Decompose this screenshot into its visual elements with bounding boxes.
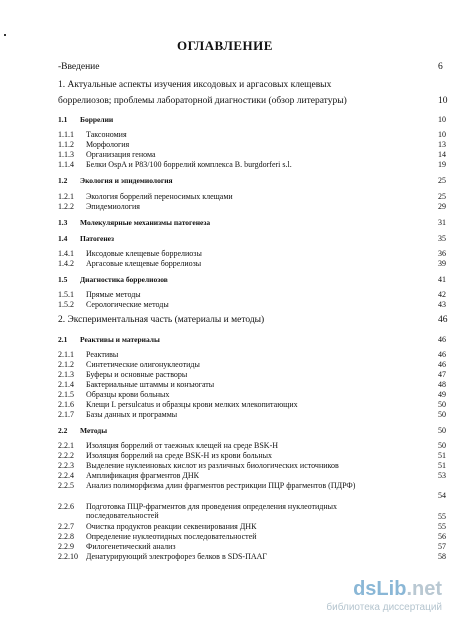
toc-entry-text: Прямые методы xyxy=(86,290,141,299)
toc-entry-text: Изоляция боррелий от таежных клещей на среде BSK-H xyxy=(86,441,279,450)
toc-entry-number: 2.1.3 xyxy=(58,370,74,379)
toc-entry-number: 1.1.1 xyxy=(58,130,74,139)
toc-entry-text: Патогенез xyxy=(80,234,115,243)
page-title: ОГЛАВЛЕНИЕ xyxy=(177,38,273,53)
toc-entry-page: 50 xyxy=(438,441,446,450)
toc-entry-number: 2.2.2 xyxy=(58,451,74,460)
dslib-watermark-logo xyxy=(326,578,446,618)
toc-entry-number: 1.1.3 xyxy=(58,150,74,159)
toc-entry-page: 10 xyxy=(438,130,446,139)
toc-entry-text: Белки OspA и P83/100 боррелий комплекса B. burgdorferi s.l. xyxy=(86,160,292,169)
toc-entry-text: Серологические методы xyxy=(86,300,169,309)
toc-entry-text: Бактериальные штаммы и конъюгаты xyxy=(86,380,215,389)
toc-entry-page: 13 xyxy=(438,140,446,149)
toc-entry-number: 1.2 xyxy=(58,176,68,185)
toc-entry-text: Амплификация фрагментов ДНК xyxy=(86,471,199,480)
toc-entry-text: Экология боррелий переносимых клещами xyxy=(86,192,233,201)
toc-entry-page: 56 xyxy=(438,532,446,541)
toc-entry-page: 49 xyxy=(438,390,446,399)
toc-entry-text: Клещи I. persulcatus и образцы крови мелких млекопитающих xyxy=(86,400,298,409)
toc-entry-number: 2.1.5 xyxy=(58,390,74,399)
toc-entry-text: Буферы и основные растворы xyxy=(86,370,188,379)
toc-entry-page: 51 xyxy=(438,461,446,470)
toc-entry-page: 10 xyxy=(438,96,448,106)
toc-entry-page: 43 xyxy=(438,300,446,309)
toc-entry-number: 2.1.6 xyxy=(58,400,74,409)
toc-entry-page: 50 xyxy=(438,410,446,419)
toc-entry-text: Подготовка ПЦР-фрагментов для проведения определения нуклеотидных последовательностей xyxy=(86,502,338,520)
toc-entry-page: 42 xyxy=(438,290,446,299)
toc-entry-text: Диагностика боррелиозов xyxy=(80,275,168,284)
toc-entry-text: Таксономия xyxy=(86,130,127,139)
toc-entry-number: 1.2.1 xyxy=(58,192,74,201)
toc-entry-page: 58 xyxy=(438,552,446,561)
toc-entry-page: 29 xyxy=(438,202,446,211)
toc-entry-number: 1.3 xyxy=(58,218,68,227)
toc-entry-page: 14 xyxy=(438,150,446,159)
toc-entry-number: 1.4.1 xyxy=(58,249,74,258)
toc-entry-text: Определение нуклеотидных последовательностей xyxy=(86,532,257,541)
toc-entry-page: 57 xyxy=(438,542,446,551)
toc-entry-number: 1.2.2 xyxy=(58,202,74,211)
toc-entry-page: 55 xyxy=(438,522,446,531)
toc-entry-number: 1.5.2 xyxy=(58,300,74,309)
toc-entry-page: 36 xyxy=(438,249,446,258)
toc-entry-number: 2.1.2 xyxy=(58,360,74,369)
toc-entry-page: 31 xyxy=(438,218,446,227)
toc-entry-page: 39 xyxy=(438,259,446,268)
toc-entry-text: Синтетические олигонуклеотиды xyxy=(86,360,200,369)
toc-entry-text: Реактивы xyxy=(86,350,119,359)
toc-entry-text: 2. Экспериментальная часть (материалы и методы) xyxy=(58,315,265,325)
toc-entry-number: 1.4 xyxy=(58,234,68,243)
toc-entry-number: 2.2.5 xyxy=(58,481,74,490)
toc-entry-number: 1.5.1 xyxy=(58,290,74,299)
toc-entry-text: Денатурирующий электрофорез белков в SDS-ПААГ xyxy=(86,552,268,561)
toc-entry-page: 35 xyxy=(438,234,446,243)
toc-entry-text: боррелиозов; проблемы лабораторной диагностики (обзор литературы) xyxy=(58,96,347,106)
toc-entry-number: 2.2.3 xyxy=(58,461,74,470)
toc-entry-page: 50 xyxy=(438,426,446,435)
toc-entry-page: 53 xyxy=(438,471,446,480)
toc-entry-text: Боррелии xyxy=(80,115,114,124)
toc-entry-text: Анализ полиморфизма длин фрагментов рестрикции ПЦР фрагментов (ПДРФ) xyxy=(86,481,356,490)
toc-entry-number: 2.2 xyxy=(58,426,68,435)
toc-entry-page: 51 xyxy=(438,451,446,460)
toc-entry-page: 55 xyxy=(438,512,446,521)
toc-entry-number: 1.5 xyxy=(58,275,68,284)
toc-entry-text: Филогенетический анализ xyxy=(86,542,176,551)
scan-speck xyxy=(4,34,6,36)
toc-entry-text: Выделение нуклеиновых кислот из различных биологических источников xyxy=(86,461,339,470)
toc-entry-page: 46 xyxy=(438,335,446,344)
toc-entry-page: 10 xyxy=(438,115,446,124)
toc-entry-number: 2.2.4 xyxy=(58,471,74,480)
watermark-subtitle: библиотека диссертаций xyxy=(326,602,442,613)
toc-entry-text: Образцы крови больных xyxy=(86,390,170,399)
toc-entry-page: 19 xyxy=(438,160,446,169)
toc-entry-page: 25 xyxy=(438,192,446,201)
toc-entry-text: Изоляция боррелий на среде BSK-H из крови больных xyxy=(86,451,272,460)
toc-entry-page: 48 xyxy=(438,380,446,389)
toc-entry-number: 2.1.7 xyxy=(58,410,74,419)
toc-entry-text: Реактивы и материалы xyxy=(80,335,160,344)
toc-entry-page: 54 xyxy=(438,491,446,500)
toc-entry-number: 2.2.7 xyxy=(58,522,74,531)
toc-entry-number: 2.1 xyxy=(58,335,68,344)
toc-entry-text: Методы xyxy=(80,426,108,435)
toc-entry-text: Аргасовые клещевые боррелиозы xyxy=(86,259,202,268)
toc-entry-text: Иксодовые клещевые боррелиозы xyxy=(86,249,202,258)
toc-entry-number: 2.2.10 xyxy=(58,552,78,561)
toc-entry-page: 47 xyxy=(438,370,446,379)
toc-entry-page: 50 xyxy=(438,400,446,409)
toc-entry-page: 46 xyxy=(438,360,446,369)
watermark-brand: dsLib.net xyxy=(353,578,442,600)
toc-entry-page: 41 xyxy=(438,275,446,284)
toc-entry-text: Эпидемиология xyxy=(86,202,140,211)
toc-entry-number: 2.2.9 xyxy=(58,542,74,551)
toc-entry-text: Морфология xyxy=(86,140,130,149)
toc-entry-text: Очистка продуктов реакции секвенирования ДНК xyxy=(86,522,257,531)
toc-entry-page: 46 xyxy=(438,315,448,325)
toc-entry-number: 2.2.8 xyxy=(58,532,74,541)
toc-entry-text: Базы данных и программы xyxy=(86,410,178,419)
toc-entry-number: 1.4.2 xyxy=(58,259,74,268)
toc-entry-number: 2.2.6 xyxy=(58,502,74,511)
toc-entry-number: 2.2.1 xyxy=(58,441,74,450)
toc-entry-page: 25 xyxy=(438,176,446,185)
toc-entry-text: Организация генома xyxy=(86,150,156,159)
toc-entry-text: -Введение xyxy=(58,62,100,72)
toc-entry-number: 2.1.4 xyxy=(58,380,74,389)
toc-entry-number: 1.1.2 xyxy=(58,140,74,149)
toc-entry-page: 46 xyxy=(438,350,446,359)
toc-entry-text: Молекулярные механизмы патогенеза xyxy=(80,218,211,227)
toc-entry-text: Экология и эпидемиология xyxy=(80,176,173,185)
toc-entry-number: 2.1.1 xyxy=(58,350,74,359)
toc-entry-text: 1. Актуальные аспекты изучения иксодовых и аргасовых клещевых xyxy=(58,80,332,90)
toc-entry-number: 1.1.4 xyxy=(58,160,74,169)
toc-entry-page: 6 xyxy=(438,62,443,72)
toc-entry-number: 1.1 xyxy=(58,115,68,124)
